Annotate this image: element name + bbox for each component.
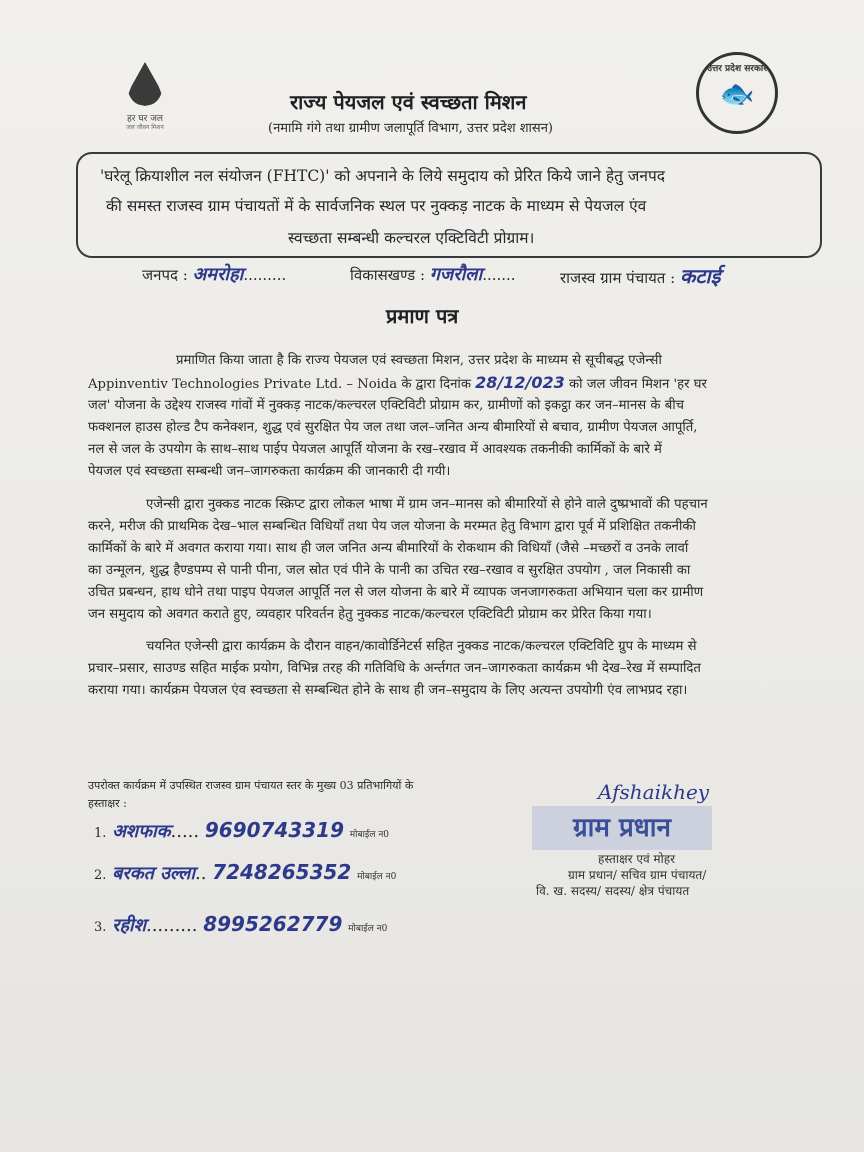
stamp-line-3: वि. ख. सदस्य/ सदस्य/ क्षेत्र पंचायत: [536, 884, 690, 898]
participant-mobile: 8995262779: [203, 912, 343, 936]
program-date: 28/12/023: [475, 373, 565, 392]
para1-line-6: पेयजल एवं स्वच्छता सम्बन्धी जन–जागरुकता कार्यक्रम की जानकारी दी गयी।: [88, 464, 451, 479]
program-line-1: 'घरेलू क्रियाशील नल संयोजन (FHTC)' को अपनाने के लिये समुदाय को प्रेरित किये जाने हेतु जनपद: [100, 167, 666, 185]
gram-pradhan-stamp: ग्राम प्रधान: [532, 806, 712, 850]
para1-line-4: फक्शनल हाउस होल्ड टैप कनेक्शन, शुद्ध एवं सुरक्षित पेय जल तथा जल–जनित अन्य बीमारियों से बचाव, ग्रामीण पेयजल आपूर्ति,: [88, 420, 698, 435]
para1-line-3: जल' योजना के उद्देश्य राजस्व गांवों में नुक्कड़ नाटक/कल्चरल एक्टिविटी प्रोग्राम कर, ग्रामीणों को इकट्ठा कर जन–मानस के बीच: [88, 398, 685, 413]
para2-line-6: जन समुदाय को अवगत कराते हुए, व्यवहार परिवर्तन हेतु नुक्कड नाटक/कल्चरल एक्टिविटी प्रोग्राम कर प्रेरित किया गया।: [88, 607, 652, 622]
seal-text: उत्तर प्रदेश सरकार: [707, 64, 767, 74]
para1-line-1: प्रमाणित किया जाता है कि राज्य पेयजल एवं स्वच्छता मिशन, उत्तर प्रदेश के माध्यम से सूचीबद्ध एजेन्सी: [176, 353, 662, 368]
gram-panchayat-field: [560, 262, 720, 289]
water-drop-icon: [128, 62, 162, 106]
para1-line-5: नल से जल के उपयोग के साथ–साथ पाईप पेयजल आपूर्ति योजना के रख–रखाव में आवश्यक तकनीकी कार्मिकों के बारे में: [88, 442, 662, 457]
para2-line-5: उचित प्रबन्धन, हाथ धोने तथा पाइप पेयजल आपूर्ति नल से जल योजना के बारे में व्यापक जनजागरुकता अभियान चला कर ग्रामीण: [88, 585, 704, 600]
mission-subtitle: (नमामि गंगे तथा ग्रामीण जलापूर्ति विभाग, उत्तर प्रदेश शासन): [268, 121, 553, 136]
participant-mobile: 7248265352: [212, 860, 352, 884]
up-government-seal: [696, 52, 778, 134]
gram-panchayat-value: कटाई: [679, 264, 721, 288]
para1-line-2: [88, 373, 707, 392]
block-field: विकासखण्ड : गजरौला.......: [350, 264, 516, 285]
seal-emblem-icon: 🐟: [719, 77, 755, 110]
gram-panchayat-label: राजस्व ग्राम पंचायत :: [560, 269, 676, 287]
mission-text: को जल जीवन मिशन 'हर घर: [569, 377, 707, 392]
block-label: विकासखण्ड :: [350, 266, 426, 284]
mobile-label: मोबाईल न0: [349, 830, 390, 840]
block-value: गजरौला: [429, 264, 483, 285]
stamp-line-2: ग्राम प्रधान/ सचिव ग्राम पंचायत/: [568, 868, 707, 882]
participant-row: 3. रहीश......... 8995262779 मोबाईल न0: [94, 912, 388, 936]
logo-subline: जल जीवन मिशन: [126, 124, 164, 131]
program-banner: [76, 152, 822, 258]
stamp-line-1: हस्ताक्षर एवं मोहर: [598, 852, 676, 866]
para3-line-2: प्रचार–प्रसार, साउण्ड सहित माईक प्रयोग, विभिन्न तरह की गतिविधि के अर्न्तगत जन–जागरुकता कार्यक्रम भी देख–रेख में सम्पादित: [88, 661, 701, 676]
participant-name: रहीश: [112, 915, 146, 936]
agency-text: Appinventiv Technologies Private Ltd. – Noida के द्वारा दिनांक: [88, 377, 471, 392]
district-field: जनपद : अमरोहा.........: [142, 264, 287, 285]
program-line-3: स्वच्छता सम्बन्धी कल्चरल एक्टिविटी प्रोग्राम।: [288, 229, 535, 247]
para3-line-1: चयनित एजेन्सी द्वारा कार्यक्रम के दौरान वाहन/कावोर्डिनेटर्स सहित नुक्कड नाटक/कल्चरल एक्टिविटि ग्रुप के माध्यम से: [146, 639, 697, 654]
para2-line-1: एजेन्सी द्वारा नुक्कड नाटक स्क्रिप्ट द्वारा लोकल भाषा में ग्राम जन–मानस को बीमारियों से होने वाले दुष्प्रभावों की पहचान: [146, 497, 708, 512]
pradhan-signature: Afshaikhey: [598, 780, 710, 804]
mobile-label: मोबाईल न0: [357, 872, 397, 882]
program-line-2: की समस्त राजस्व ग्राम पंचायतों में के सार्वजनिक स्थल पर नुक्कड़ नाटक के माध्यम से पेयजल एंव: [106, 197, 647, 215]
para3-line-3: कराया गया। कार्यक्रम पेयजल एंव स्वच्छता से सम्बन्धित होने के साथ ही जन–समुदाय के लिए अत्यन्त उपयोगी एंव लाभप्रद रहा।: [88, 683, 688, 698]
participant-row: 2. बरकत उल्ला.. 7248265352 मोबाईल न0: [94, 860, 397, 884]
district-label: जनपद :: [142, 266, 188, 284]
participants-intro: उपरोक्त कार्यक्रम में उपस्थित राजस्व ग्राम पंचायत स्तर के मुख्य 03 प्रतिभागियों के: [88, 779, 414, 792]
logo-tagline: हर घर जल: [127, 114, 163, 124]
para2-line-3: कार्मिकों के बारे में अवगत कराया गया। साथ ही जल जनित अन्य बीमारियों के रोकथाम की विधियाँ (जैसे –मच्छरों व उनके लार्वा: [88, 541, 689, 556]
certificate-title: प्रमाण पत्र: [386, 304, 459, 328]
participant-row: 1. अशफाक..... 9690743319 मोबाईल न0: [94, 818, 390, 842]
mobile-label: मोबाईल न0: [348, 924, 388, 934]
participant-name: अशफाक: [112, 821, 171, 842]
participant-name: बरकत उल्ला: [112, 863, 195, 884]
participant-mobile: 9690743319: [204, 818, 345, 842]
mission-title: राज्य पेयजल एवं स्वच्छता मिशन: [290, 90, 527, 114]
para2-line-4: का उन्मूलन, शुद्ध हैण्डपम्प से पानी पीना, जल स्रोत एवं पीने के पानी का उचित रख–रखाव व सुरक्षित उपयोग , जल निकासी का: [88, 563, 691, 578]
district-value: अमरोहा: [192, 264, 244, 285]
para2-line-2: करने, मरीज की प्राथमिक देख–भाल सम्बन्धित विधियाँ तथा पेय जल योजना के मरम्मत हेतु विभाग द्वारा पूर्व में प्रशिक्षित तकनीकी: [88, 519, 696, 534]
participants-sign-label: हस्ताक्षर :: [88, 797, 127, 810]
har-ghar-jal-logo: [100, 62, 190, 162]
